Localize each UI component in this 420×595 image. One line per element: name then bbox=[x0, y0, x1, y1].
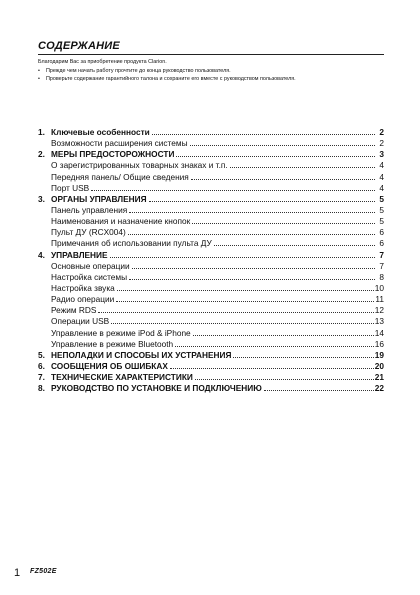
toc-subsection bbox=[38, 339, 384, 350]
toc-leader-dots bbox=[214, 245, 375, 246]
intro-bullet-text: Прежде чем начать работу прочтите до конца руководство пользователя. bbox=[46, 67, 231, 74]
toc-subsection bbox=[38, 261, 384, 272]
toc-title: Настройка звука bbox=[51, 282, 115, 293]
toc-page-number: 13 bbox=[374, 316, 384, 327]
toc-leader-dots bbox=[152, 134, 375, 135]
toc-leader-dots bbox=[193, 335, 374, 336]
toc-leader-dots bbox=[190, 145, 375, 146]
toc-subsection bbox=[38, 216, 384, 227]
toc-page-number: 3 bbox=[379, 149, 384, 160]
toc-leader-dots bbox=[116, 301, 374, 302]
toc-page-number: 5 bbox=[379, 193, 384, 204]
toc-section-number: 6. bbox=[38, 360, 45, 371]
toc-subsection bbox=[38, 238, 384, 249]
toc-subsection bbox=[38, 160, 384, 171]
toc-leader-dots bbox=[175, 346, 374, 347]
toc-section-number: 8. bbox=[38, 383, 45, 394]
toc-title: СООБЩЕНИЯ ОБ ОШИБКАХ bbox=[51, 360, 168, 371]
toc-section bbox=[38, 250, 384, 261]
toc-section-number: 2. bbox=[38, 149, 45, 160]
toc-title: МЕРЫ ПРЕДОСТОРОЖНОСТИ bbox=[51, 149, 175, 160]
toc-section bbox=[38, 361, 384, 372]
toc-leader-dots bbox=[170, 368, 374, 369]
toc-page-number: 19 bbox=[374, 349, 384, 360]
toc-subsection bbox=[38, 205, 384, 216]
toc-title: Операции USB bbox=[51, 316, 110, 327]
toc-title: Настройка системы bbox=[51, 271, 128, 282]
toc-page-number: 5 bbox=[379, 216, 384, 227]
toc-page-number: 20 bbox=[374, 360, 384, 371]
toc-title: Порт USB bbox=[51, 182, 90, 193]
toc-section-number: 3. bbox=[38, 193, 45, 204]
toc-subsection bbox=[38, 305, 384, 316]
toc-section bbox=[38, 372, 384, 383]
toc-title: НЕПОЛАДКИ И СПОСОБЫ ИХ УСТРАНЕНИЯ bbox=[51, 349, 232, 360]
toc-title: Режим RDS bbox=[51, 305, 97, 316]
toc-title: О зарегистрированных товарных знаках и т.п. bbox=[51, 160, 228, 171]
bullet-dot: • bbox=[38, 67, 40, 74]
toc-section-number: 1. bbox=[38, 127, 45, 137]
toc-page-number: 7 bbox=[379, 249, 384, 260]
toc-subsection bbox=[38, 227, 384, 238]
toc-leader-dots bbox=[91, 190, 375, 191]
toc-title: Пульт ДУ (RCX004) bbox=[51, 227, 126, 238]
bullet-dot: • bbox=[38, 76, 40, 82]
toc-section bbox=[38, 383, 384, 394]
toc-page-number: 22 bbox=[374, 383, 384, 394]
toc-leader-dots bbox=[230, 167, 375, 168]
toc-leader-dots bbox=[111, 323, 374, 324]
toc-section-number: 5. bbox=[38, 349, 45, 360]
toc-subsection bbox=[38, 172, 384, 183]
toc-page-number: 7 bbox=[379, 260, 384, 271]
model-logo: FZ502E bbox=[30, 568, 57, 575]
toc-title: Примечания об использовании пульта ДУ bbox=[51, 238, 212, 249]
toc-section bbox=[38, 350, 384, 361]
toc-page-number: 8 bbox=[379, 271, 384, 282]
toc-page-number: 2 bbox=[379, 127, 384, 137]
toc-leader-dots bbox=[195, 379, 374, 380]
table-of-contents bbox=[38, 127, 384, 394]
toc-title: Возможности расширения системы bbox=[51, 138, 188, 149]
toc-page-number: 4 bbox=[379, 160, 384, 171]
toc-title: ОРГАНЫ УПРАВЛЕНИЯ bbox=[51, 193, 147, 204]
toc-page-number: 4 bbox=[379, 182, 384, 193]
toc-title: Передняя панель/ Общие сведения bbox=[51, 171, 189, 182]
toc-subsection bbox=[38, 283, 384, 294]
toc-page-number: 6 bbox=[379, 238, 384, 249]
toc-page-number: 11 bbox=[375, 294, 384, 305]
toc-title: Управление в режиме Bluetooth bbox=[51, 338, 174, 349]
toc-leader-dots bbox=[264, 390, 374, 391]
toc-page-number: 10 bbox=[374, 282, 384, 293]
toc-page-number: 2 bbox=[379, 138, 384, 149]
toc-title: Панель управления bbox=[51, 204, 128, 215]
toc-subsection bbox=[38, 183, 384, 194]
toc-leader-dots bbox=[110, 257, 375, 258]
intro-bullet-text: Проверьте содержание гарантийного талона и сохраните его вместе с руководством пользователя. bbox=[46, 76, 296, 82]
toc-section-number: 7. bbox=[38, 372, 45, 383]
intro-thanks: Благодарим Вас за приобретение продукта Clarion. bbox=[38, 59, 167, 65]
toc-subsection bbox=[38, 138, 384, 149]
toc-page-number: 14 bbox=[374, 327, 384, 338]
toc-page-number: 6 bbox=[379, 227, 384, 238]
toc-leader-dots bbox=[132, 268, 375, 269]
toc-subsection bbox=[38, 272, 384, 283]
toc-page-number: 12 bbox=[374, 305, 384, 316]
toc-page-number: 5 bbox=[379, 204, 384, 215]
toc-section bbox=[38, 149, 384, 160]
toc-leader-dots bbox=[128, 234, 375, 235]
toc-title: УПРАВЛЕНИЕ bbox=[51, 249, 108, 260]
heading-rule bbox=[38, 54, 384, 55]
toc-leader-dots bbox=[129, 212, 375, 213]
toc-page-number: 21 bbox=[374, 372, 384, 383]
toc-title: Радио операции bbox=[51, 294, 115, 305]
intro-bullet bbox=[38, 75, 384, 84]
toc-page-number: 16 bbox=[374, 338, 384, 349]
intro-bullet bbox=[38, 67, 384, 76]
toc-title: Управление в режиме iPod & iPhone bbox=[51, 327, 191, 338]
toc-leader-dots bbox=[176, 156, 375, 157]
toc-subsection bbox=[38, 328, 384, 339]
toc-title: Основные операции bbox=[51, 260, 130, 271]
contents-heading: СОДЕРЖАНИЕ bbox=[38, 40, 120, 52]
toc-section-number: 4. bbox=[38, 249, 45, 260]
toc-page-number: 4 bbox=[379, 171, 384, 182]
toc-leader-dots bbox=[192, 223, 375, 224]
toc-leader-dots bbox=[117, 290, 374, 291]
toc-subsection bbox=[38, 294, 384, 305]
toc-leader-dots bbox=[129, 279, 375, 280]
toc-title: РУКОВОДСТВО ПО УСТАНОВКЕ И ПОДКЛЮЧЕНИЮ bbox=[51, 383, 262, 394]
toc-title: Ключевые особенности bbox=[51, 127, 150, 137]
toc-leader-dots bbox=[98, 312, 373, 313]
toc-leader-dots bbox=[149, 201, 375, 202]
toc-leader-dots bbox=[191, 179, 375, 180]
intro-block bbox=[38, 58, 384, 84]
toc-title: Наименования и назначение кнопок bbox=[51, 216, 191, 227]
toc-section bbox=[38, 194, 384, 205]
toc-leader-dots bbox=[233, 357, 373, 358]
toc-section bbox=[38, 127, 384, 138]
toc-title: ТЕХНИЧЕСКИЕ ХАРАКТЕРИСТИКИ bbox=[51, 372, 193, 383]
toc-subsection bbox=[38, 316, 384, 327]
page-number: 1 bbox=[14, 567, 21, 579]
